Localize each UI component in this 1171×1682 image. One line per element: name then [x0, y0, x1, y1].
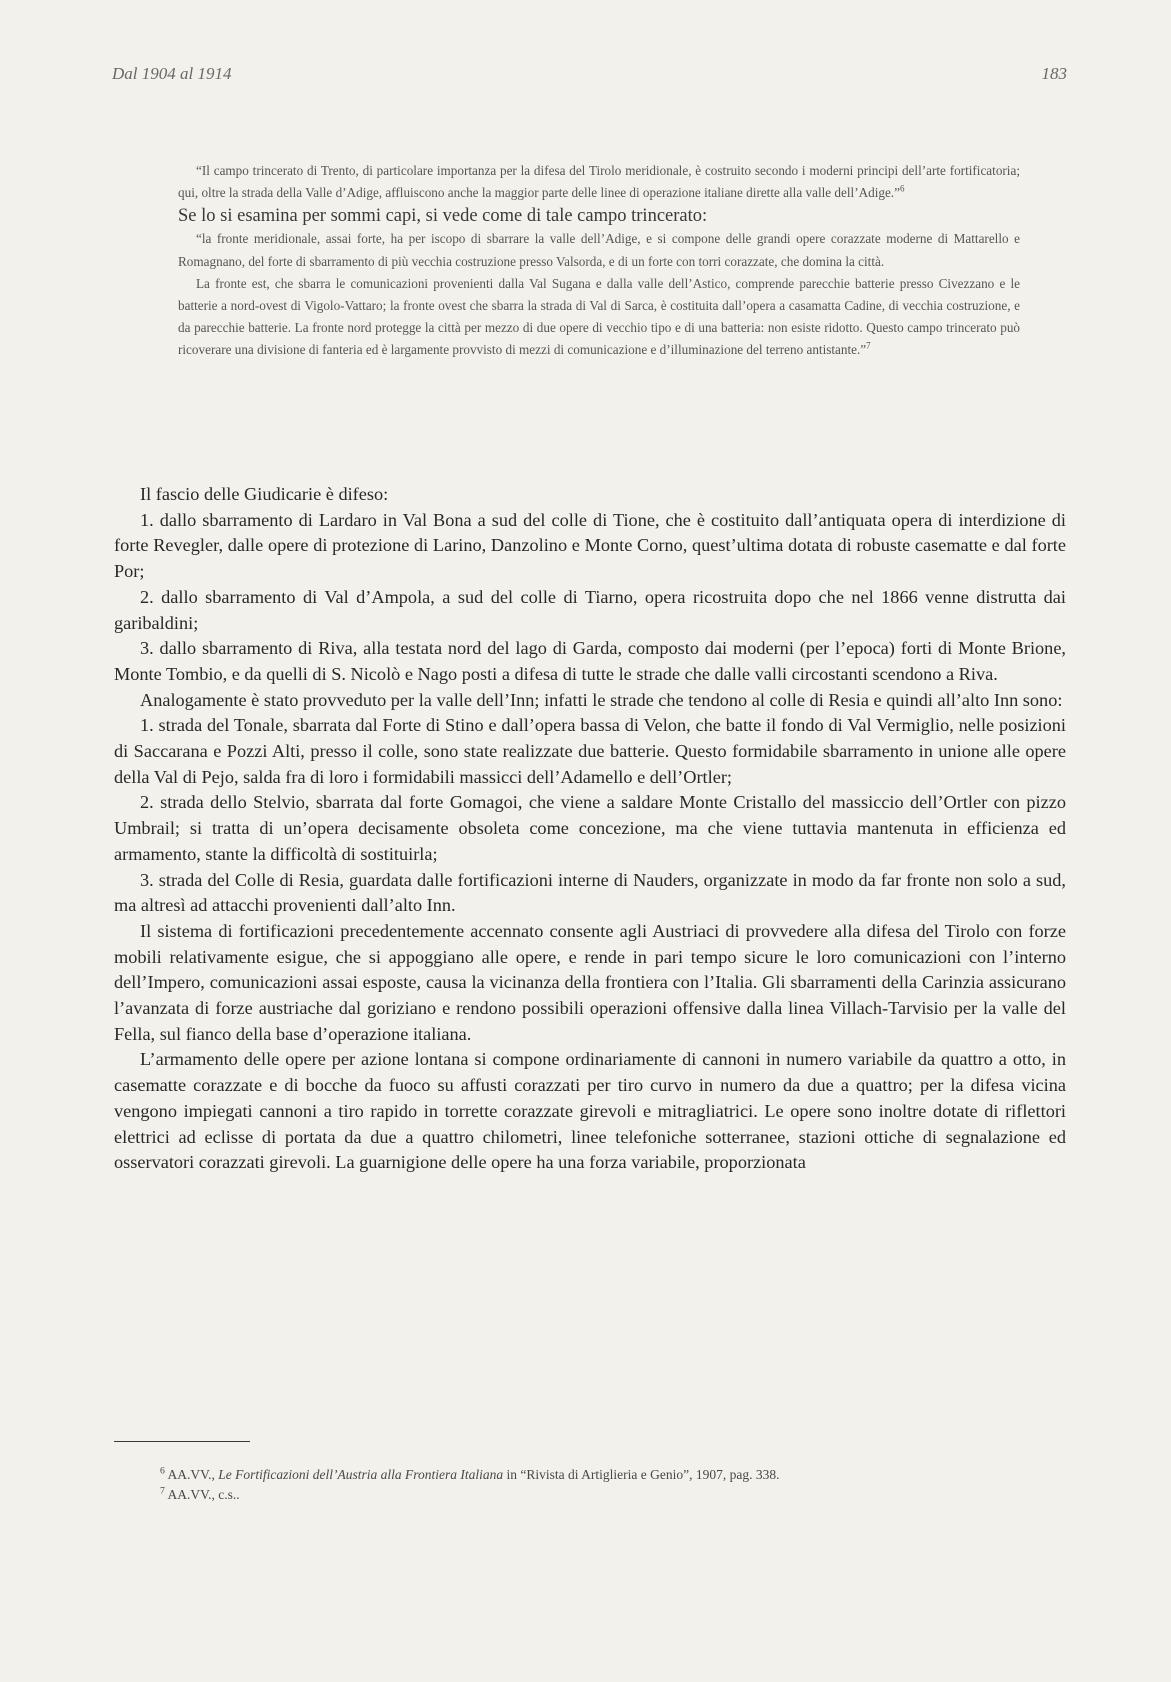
body-paragraph: Il sistema di fortificazioni precedentemente accennato consente agli Austriaci di provvedere alla difesa del Tirolo con forze mobili relativamente esigue, che si appoggiano alle opere, e rende in pari tempo sicure le loro comunicazioni con l’interno dell’Impero, comunicazioni assai esposte, causa la vicinanza della frontiera con l’Italia. Gli sbarramenti della Carinzia assicurano l’avanzata di forze austriache dal goriziano e rendono possibili operazioni offensive dalla linea Villach-Tarvisio per la valle del Fella, sul fianco della base d’operazione italiana. [114, 920, 1066, 1044]
quotation-block [178, 160, 1020, 362]
chapter-title: Dal 1904 al 1914 [112, 64, 232, 83]
quote-paragraph-3 [178, 273, 1020, 362]
body-paragraph: 1. strada del Tonale, sbarrata dal Forte di Stino e dall’opera bassa di Velon, che batte il fondo di Val Vermiglio, nelle posizioni di Saccarana e Pozzi Alti, presso il colle, sono state realizzate due batterie. Questo formidabile sbarramento in unione alle opere della Val di Pejo, salda fra di loro i formidabili massicci dell’Adamello e dell’Ortler; [114, 715, 1066, 787]
quote-paragraph-1 [178, 160, 1020, 204]
body-paragraph: 2. dallo sbarramento di Val d’Ampola, a sud del colle di Tiarno, opera ricostruita dopo che nel 1866 venne distrutta dai garibaldini; [114, 586, 1066, 633]
body-paragraph: 3. dallo sbarramento di Riva, alla testata nord del lago di Garda, composto dai moderni (per l’epoca) forti di Monte Brione, Monte Tombio, e da quelli di S. Nicolò e Nago posti a difesa di tutte le strade che dalle valli circostanti scendono a Riva. [114, 638, 1066, 684]
page-number: 183 [1041, 64, 1067, 83]
footnote-number: 6 [160, 1465, 165, 1477]
footnote-title: Le Fortificazioni dell’Austria alla Frontiera Italiana [218, 1467, 504, 1482]
body-paragraph: 2. strada dello Stelvio, sbarrata dal forte Gomagoi, che viene a saldare Monte Cristallo del massiccio dell’Ortler con pizzo Umbrail; si tratta di un’opera decisamente obsoleta come concezione, ma che viene tuttavia mantenuta in efficienza ed armamento, stante la difficoltà di sostituirla; [114, 792, 1066, 864]
footnotes [160, 1465, 1060, 1505]
footnote-ref-7: 7 [866, 341, 871, 352]
quote-lead-line: Se lo si esamina per sommi capi, si vede come di tale campo trincerato: [178, 206, 708, 227]
body-paragraph: Il fascio delle Giudicarie è difeso: [140, 484, 389, 504]
quote-text-3: La fronte est, che sbarra le comunicazioni provenienti dalla Val Sugana e dalla valle dell’Astico, comprende parecchie batterie presso Civezzano e le batterie a nord-ovest di Vigolo-Vattaro; la fronte ovest che sbarra la strada di Val di Sarca, è costituita dall’opera a casamatta Cadine, di vecchia costruzione, e da parecchie batterie. La fronte nord protegge la città per mezzo di due opere di vecchio tipo e di una batteria: non esiste ridotto. Questo campo trincerato può ricoverare una divisione di fanteria ed è largamente provvisto di mezzi di comunicazione e d’illuminazione del terreno antistante.” [178, 275, 1020, 358]
footnote-6 [160, 1465, 1060, 1485]
running-head [112, 64, 1067, 84]
body-paragraph: 1. dallo sbarramento di Lardaro in Val Bona a sud del colle di Tione, che è costituito dall’antiquata opera di interdizione di forte Revegler, dalle opere di protezione di Larino, Danzolino e Monte Corno, quest’ultima dotata di robuste casematte e dal forte Por; [114, 509, 1066, 582]
body-text [114, 482, 1066, 1176]
footnote-author: AA.VV., c.s.. [167, 1487, 240, 1502]
body-paragraph: L’armamento delle opere per azione lontana si compone ordinariamente di cannoni in numero variabile da quattro a otto, in casematte corazzate e di bocche da fuoco su affusti corazzati per tiro curvo in numero da due a quattro; per la difesa vicina vengono impiegati cannoni a tiro rapido in torrette corazzate girevoli e mitragliatrici. Le opere sono inoltre dotate di riflettori elettrici ad eclisse di portata da due a quattro chilometri, linee telefoniche sotterranee, stazioni ottiche di segnalazione ed osservatori corazzati girevoli. La guarnigione delle opere ha una forza variabile, proporzionata [114, 1049, 1066, 1173]
footnote-author: AA.VV., [167, 1467, 219, 1482]
footnote-source: in “Rivista di Artiglieria e Genio”, 1907, pag. 338. [503, 1467, 780, 1482]
footnote-number: 7 [160, 1485, 165, 1497]
body-paragraph: 3. strada del Colle di Resia, guardata dalle fortificazioni interne di Nauders, organizzate in modo da far fronte non solo a sud, ma altresì ad attacchi provenienti dall’alto Inn. [114, 869, 1066, 916]
footnote-separator [114, 1441, 250, 1442]
quote-text-1: “Il campo trincerato di Trento, di particolare importanza per la difesa del Tirolo meridionale, è costruito secondo i moderni principi dell’arte fortificatoria; qui, oltre la strada della Valle d’Adige, affluiscono anche la maggior parte delle linee di operazione italiane dirette alla valle dell’Adige.” [178, 163, 1020, 201]
body-paragraph: Analogamente è stato provveduto per la valle dell’Inn; infatti le strade che tendono al colle di Resia e quindi all’alto Inn sono: [140, 689, 1063, 710]
footnote-7 [160, 1485, 1060, 1505]
footnote-ref-6: 6 [899, 183, 905, 194]
quote-paragraph-2: “la fronte meridionale, assai forte, ha per iscopo di sbarrare la valle dell’Adige, e si compone delle grandi opere corazzate moderne di Mattarello e Romagnano, del forte di sbarramento di più vecchia costruzione presso Valsorda, e di un forte con torri corazzate, che domina la città. [178, 231, 1020, 269]
